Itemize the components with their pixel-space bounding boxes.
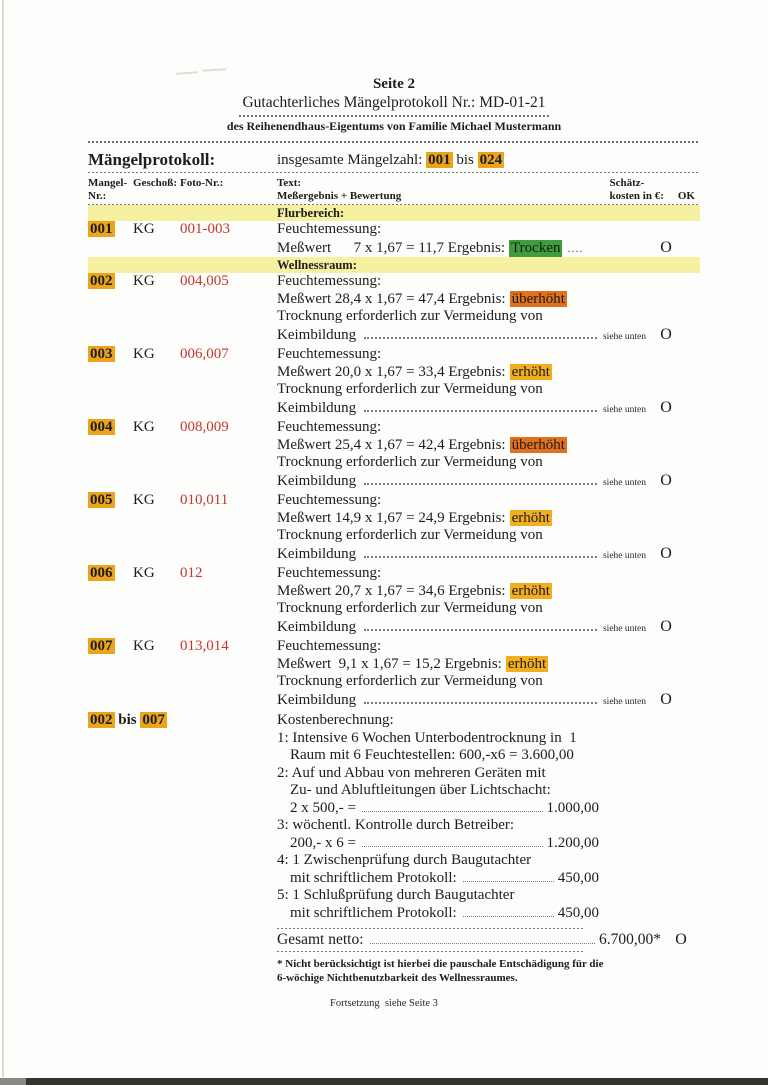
remark-line: Keimbildung	[277, 545, 357, 562]
section-label: Flurbereich:	[277, 206, 345, 220]
footnote-line-1: * Nicht berücksichtigt ist hierbei die pauschale Entschädigung für die	[277, 958, 604, 970]
dotted-leader	[364, 556, 597, 558]
col-header-foto-nr: Foto-Nr.:	[180, 177, 224, 189]
cost-item-3-amount: 1.200,00	[546, 834, 599, 851]
range-from-badge: 002	[90, 712, 113, 728]
dotted-divider	[88, 141, 700, 143]
result-badge: erhöht	[511, 509, 550, 526]
page-header	[88, 76, 700, 134]
cost-item-5-amount: 450,00	[557, 904, 599, 921]
cost-item-2-line-2: Zu- und Abluftleitungen über Lichtschacht:	[290, 782, 551, 798]
range-separator: bis	[118, 712, 137, 728]
cost-item-2-amount: 1.000,00	[546, 799, 599, 816]
cost-item-5-label: mit schriftlichem Protokoll:	[290, 904, 457, 921]
defect-row-002	[88, 273, 700, 346]
defect-photo-numbers: 010,011	[180, 492, 229, 508]
ok-mark: O	[660, 690, 672, 708]
cost-range-label	[88, 712, 277, 922]
ok-mark: O	[660, 238, 672, 256]
footnote	[277, 957, 607, 985]
defect-photo-numbers: 013,014	[180, 638, 229, 654]
dotted-leader	[364, 702, 597, 704]
short-dotted-divider	[239, 115, 549, 117]
dotted-leader	[370, 943, 595, 944]
result-badge: erhöht	[511, 363, 550, 380]
total-amount: 6.700,00*	[599, 931, 661, 948]
measurement-title: Feuchtemessung:	[277, 565, 382, 581]
section-label: Wellnessraum:	[277, 258, 357, 272]
section-band-flurbereich	[88, 205, 700, 221]
result-badge: erhöht	[507, 655, 547, 672]
defect-row-006	[88, 565, 700, 638]
cost-title: Kostenberechnung:	[277, 712, 394, 728]
cost-item-1-line-1: 1: Intensive 6 Wochen Unterbodentrocknung in 1	[277, 729, 577, 746]
measurement-title: Feuchtemessung:	[277, 492, 382, 508]
defect-floor: KG	[133, 346, 155, 362]
defect-row-005	[88, 492, 700, 565]
measurement-value: Meßwert 20,0 x 1,67 = 33,4 Ergebnis:	[277, 363, 506, 380]
count-from-badge: 001	[428, 152, 451, 168]
see-below-note: siehe unten	[602, 623, 646, 634]
measurement-value: Meßwert 9,1 x 1,67 = 15,2 Ergebnis:	[277, 655, 502, 672]
cost-item-3-calc: 200,- x 6 =	[290, 834, 356, 851]
protocol-title-row	[88, 148, 700, 172]
defect-photo-numbers: 006,007	[180, 346, 229, 362]
see-below-note: siehe unten	[602, 331, 646, 342]
defect-number: 006	[90, 565, 113, 581]
defect-row-007	[88, 638, 700, 711]
defect-floor: KG	[133, 638, 155, 654]
measurement-title: Feuchtemessung:	[277, 638, 382, 654]
ok-mark: O	[660, 617, 672, 635]
count-separator: bis	[456, 152, 474, 168]
remark-line: Keimbildung	[277, 399, 357, 416]
protocol-label: Mängelprotokoll:	[88, 150, 216, 169]
ok-mark: O	[660, 471, 672, 489]
dotted-divider	[88, 172, 700, 173]
measurement-value: Meßwert 7 x 1,67 = 11,7 Ergebnis:	[277, 239, 506, 256]
measurement-value: Meßwert 25,4 x 1,67 = 42,4 Ergebnis:	[277, 436, 506, 453]
remark-line: Keimbildung	[277, 618, 357, 635]
ok-mark: O	[660, 544, 672, 562]
remark-line: Trocknung erforderlich zur Vermeidung von	[277, 454, 543, 470]
scan-edge-artifact	[2, 0, 4, 1077]
cost-calculation-section	[88, 712, 700, 922]
defect-floor: KG	[133, 492, 155, 508]
measurement-value: Meßwert 28,4 x 1,67 = 47,4 Ergebnis:	[277, 290, 506, 307]
col-header-ok: OK	[677, 190, 695, 202]
result-badge: Trocken	[511, 239, 561, 256]
defect-floor: KG	[133, 273, 155, 289]
total-row	[277, 929, 689, 951]
scan-bottom-artifact	[0, 1078, 768, 1085]
remark-line: Trocknung erforderlich zur Vermeidung von	[277, 381, 543, 397]
measurement-value: Meßwert 20,7 x 1,67 = 34,6 Ergebnis:	[277, 582, 506, 599]
total-divider-bottom	[277, 951, 585, 952]
defect-photo-numbers: 008,009	[180, 419, 229, 435]
count-text: insgesamte Mängelzahl:	[277, 152, 423, 168]
page-number: Seite 2	[372, 76, 416, 92]
table-header-row	[88, 177, 700, 204]
col-header-geschoss: Geschoß:	[133, 177, 177, 189]
measurement-title: Feuchtemessung:	[277, 419, 382, 435]
total-label: Gesamt netto:	[277, 931, 364, 948]
defect-number: 004	[90, 419, 113, 435]
defect-row-001	[88, 221, 700, 257]
count-to-badge: 024	[479, 152, 503, 168]
remark-line: Keimbildung	[277, 326, 357, 343]
defect-row-004	[88, 419, 700, 492]
dotted-leader	[463, 916, 554, 917]
defect-number: 005	[90, 492, 113, 508]
cost-item-4-line-1: 4: 1 Zwischenprüfung durch Baugutachter	[277, 852, 532, 868]
defect-number: 002	[90, 273, 113, 289]
continuation-note: Fortsetzung siehe Seite 3	[330, 998, 438, 1009]
section-band-wellnessraum	[88, 257, 700, 273]
result-badge: überhöht	[511, 290, 565, 307]
cost-item-5-line-1: 5: 1 Schlußprüfung durch Baugutachter	[277, 887, 515, 903]
defect-photo-numbers: 001-003	[180, 221, 230, 237]
remark-line: Trocknung erforderlich zur Vermeidung von	[277, 308, 543, 324]
col-header-text: Text: Meßergebnis + Bewertung	[277, 177, 402, 202]
measurement-title: Feuchtemessung:	[277, 221, 382, 237]
col-header-kosten: Schätz- kosten in €:	[609, 177, 664, 202]
cost-item-4-amount: 450,00	[557, 869, 599, 886]
col-header-mangel-nr: Mangel- Nr.:	[88, 177, 128, 202]
defect-number: 001	[90, 221, 113, 237]
dotted-leader	[364, 629, 597, 631]
cost-item-3-line-1: 3: wöchentl. Kontrolle durch Betreiber:	[277, 817, 515, 833]
cost-item-2-line-1: 2: Auf und Abbau von mehreren Geräten mit	[277, 764, 546, 781]
defect-photo-numbers: 012	[180, 565, 203, 581]
ok-mark: O	[660, 398, 672, 416]
see-below-note: siehe unten	[602, 477, 646, 488]
measurement-title: Feuchtemessung:	[277, 273, 382, 289]
document-page	[88, 76, 700, 1009]
defect-floor: KG	[133, 221, 155, 237]
defect-floor: KG	[133, 565, 155, 581]
measurement-title: Feuchtemessung:	[277, 346, 382, 362]
dotted-leader	[364, 337, 597, 339]
result-badge: erhöht	[511, 582, 550, 599]
defect-number: 007	[90, 638, 113, 654]
cost-item-1-line-2: Raum mit 6 Feuchtestellen: 600,-x6 = 3.600,00	[290, 747, 574, 763]
trailing-dots: ....	[567, 240, 584, 255]
dotted-leader	[362, 846, 543, 847]
see-below-note: siehe unten	[602, 404, 646, 415]
ok-mark: O	[675, 931, 687, 948]
see-below-note: siehe unten	[602, 696, 646, 707]
ok-mark: O	[660, 325, 672, 343]
result-badge: überhöht	[511, 436, 565, 453]
cost-item-4-label: mit schriftlichem Protokoll:	[290, 869, 457, 886]
dotted-leader	[364, 483, 597, 485]
remark-line: Trocknung erforderlich zur Vermeidung von	[277, 600, 543, 616]
defect-count	[277, 150, 504, 170]
remark-line: Keimbildung	[277, 472, 357, 489]
dotted-leader	[463, 881, 554, 882]
footnote-line-2: 6-wöchige Nichtbenutzbarkeit des Wellnessraumes.	[277, 972, 518, 984]
dotted-leader	[362, 811, 543, 812]
cost-item-2-calc: 2 x 500,- =	[290, 799, 356, 816]
remark-line: Trocknung erforderlich zur Vermeidung von	[277, 527, 543, 543]
document-title: Gutachterliches Mängelprotokoll Nr.: MD-01-21	[242, 94, 546, 111]
defect-row-003	[88, 346, 700, 419]
defect-number: 003	[90, 346, 113, 362]
document-subtitle: des Reihenendhaus-Eigentums von Familie Michael Mustermann	[226, 119, 562, 133]
measurement-value: Meßwert 14,9 x 1,67 = 24,9 Ergebnis:	[277, 509, 506, 526]
see-below-note: siehe unten	[602, 550, 646, 561]
range-to-badge: 007	[142, 712, 165, 728]
remark-line: Trocknung erforderlich zur Vermeidung von	[277, 673, 543, 689]
defect-photo-numbers: 004,005	[180, 273, 229, 289]
defect-floor: KG	[133, 419, 155, 435]
remark-line: Keimbildung	[277, 691, 357, 708]
dotted-leader	[364, 410, 597, 412]
